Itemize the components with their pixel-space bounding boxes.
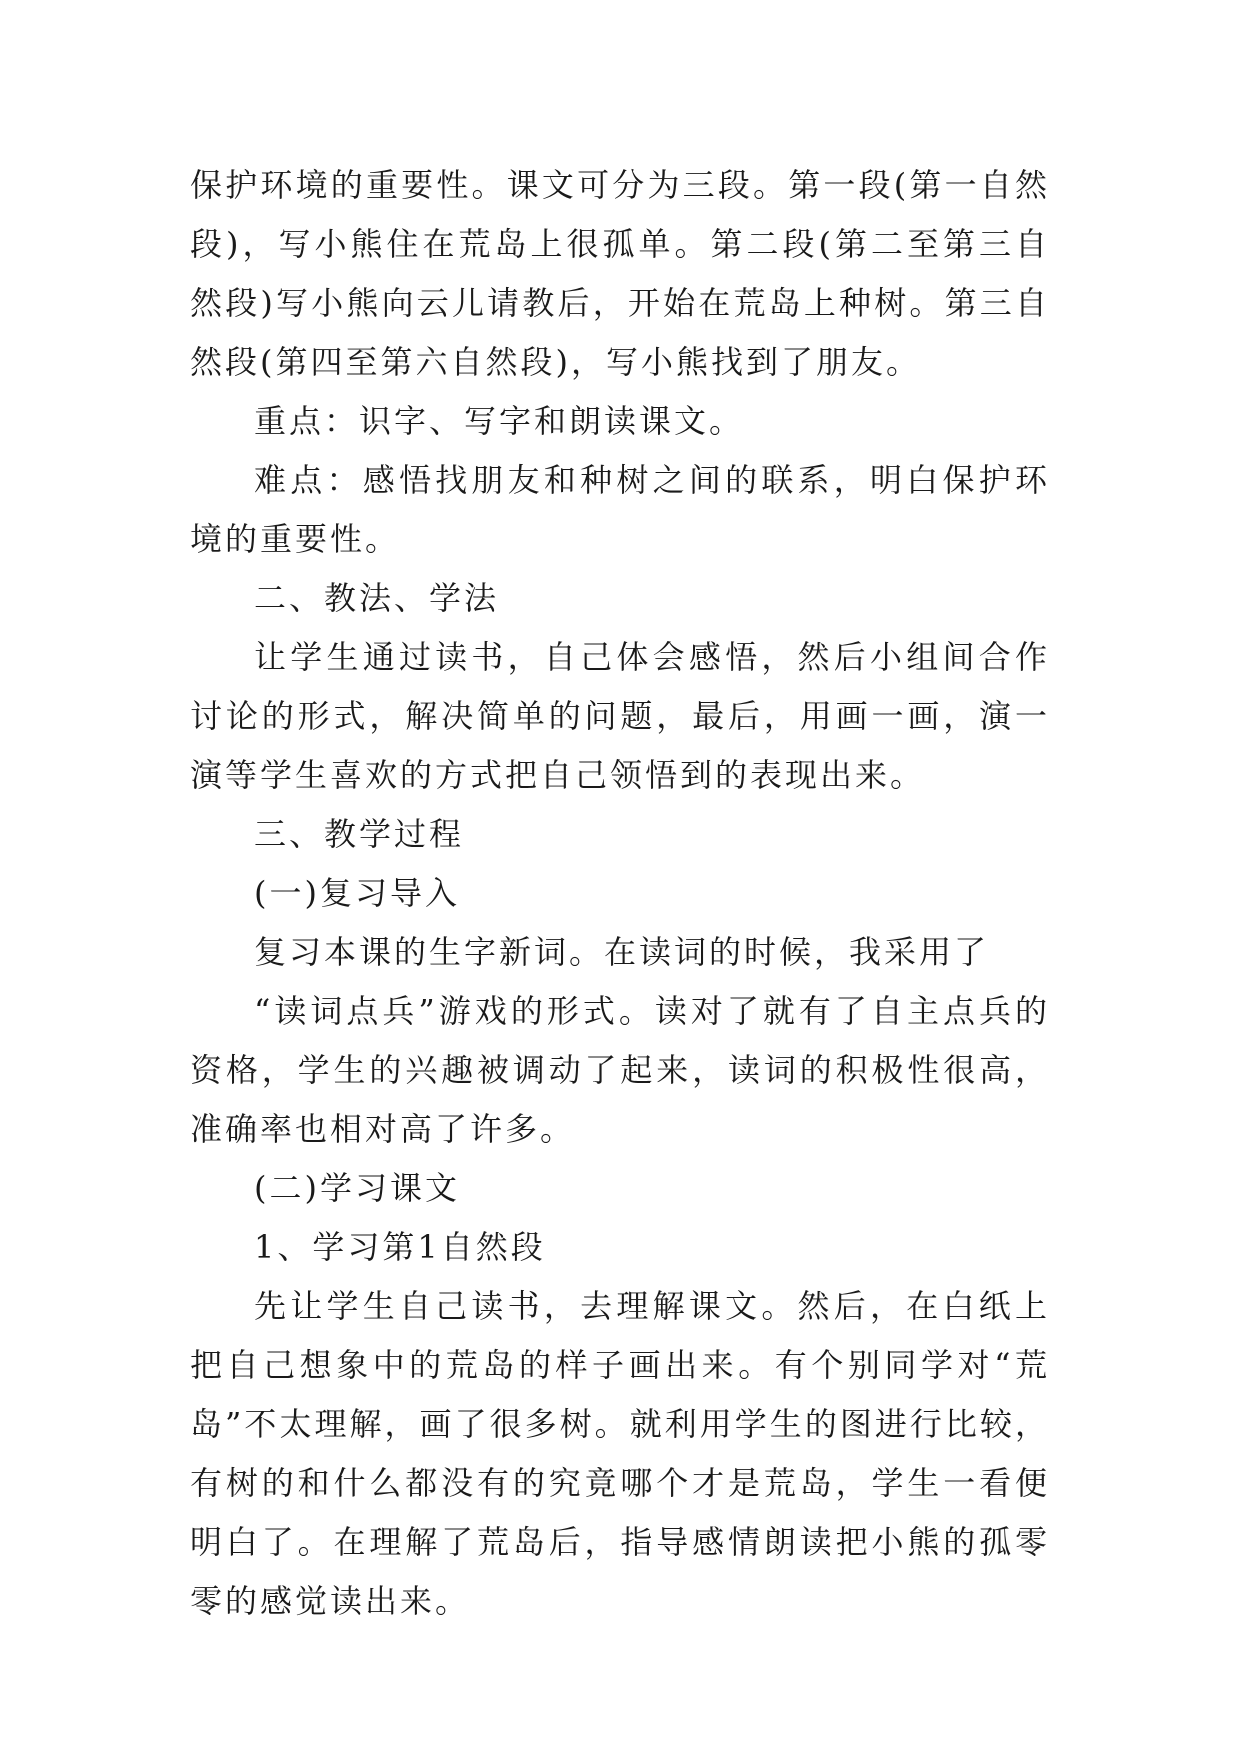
section-heading-methods: 二、教法、学法	[254, 579, 500, 617]
section-heading-process: 三、教学过程	[254, 815, 465, 853]
paragraph-island-drawing: 先让学生自己读书，去理解课文。然后，在白纸上把自己想象中的荒岛的样子画出来。有个别同学对“荒岛”不太理解，画了很多树。就利用学生的图进行比较，有树的和什么都没有的究竟哪个才是荒岛，学生一看便明白了。在理解了荒岛后，指导感情朗读把小熊的孤零零的感觉读出来。	[190, 1287, 1050, 1620]
subheading-review: (一)复习导入	[254, 874, 460, 912]
subheading-study-text: (二)学习课文	[254, 1169, 460, 1207]
paragraph-key-points: 重点：识字、写字和朗读课文。	[254, 402, 745, 440]
paragraph-review-game: “读词点兵”游戏的形式。读对了就有了自主点兵的资格，学生的兴趣被调动了起来，读词的积极性很高，准确率也相对高了许多。	[190, 992, 1050, 1148]
paragraph-review-start: 复习本课的生字新词。在读词的时候，我采用了	[254, 933, 990, 971]
paragraph-methods: 让学生通过读书，自己体会感悟，然后小组间合作讨论的形式，解决简单的问题，最后，用画一画，演一演等学生喜欢的方式把自己领悟到的表现出来。	[190, 638, 1050, 794]
document-body	[190, 156, 1050, 1631]
paragraph-difficulties: 难点：感悟找朋友和种树之间的联系，明白保护环境的重要性。	[190, 461, 1050, 558]
subheading-paragraph-one: 1、学习第1自然段	[254, 1228, 546, 1266]
paragraph-intro-continued: 保护环境的重要性。课文可分为三段。第一段(第一自然段)，写小熊住在荒岛上很孤单。第二段(第二至第三自然段)写小熊向云儿请教后，开始在荒岛上种树。第三自然段(第四至第六自然段)，写小熊找到了朋友。	[190, 166, 1050, 381]
